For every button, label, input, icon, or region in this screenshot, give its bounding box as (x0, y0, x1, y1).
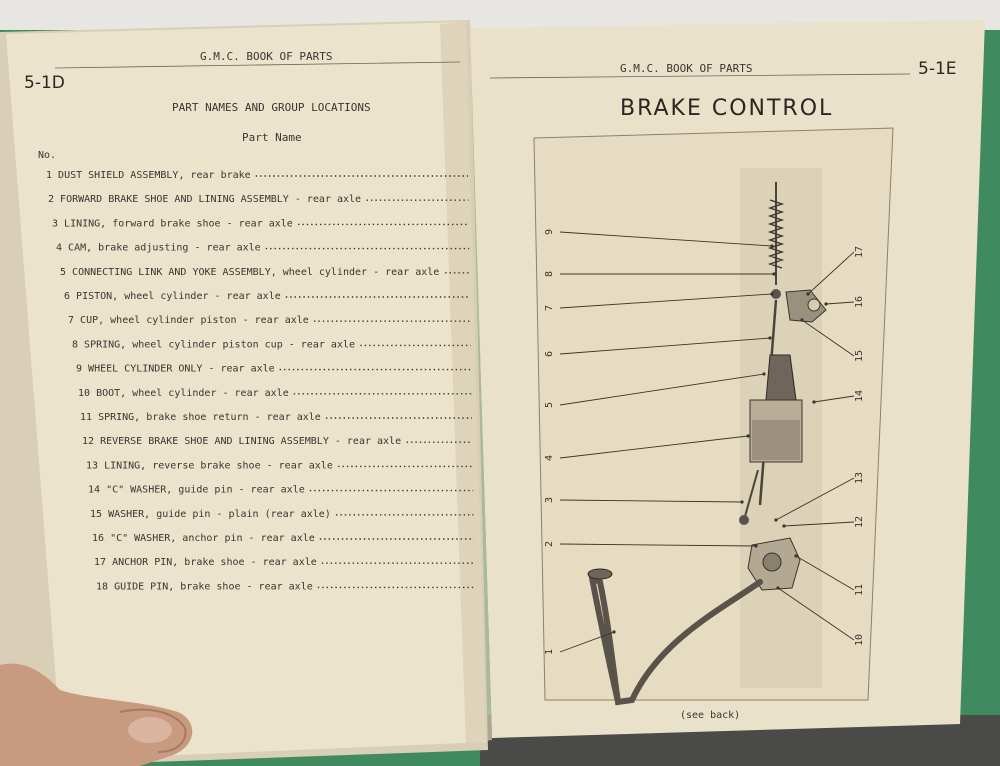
part-name: CONNECTING LINK AND YOKE ASSEMBLY, wheel cylinder - rear axle (72, 266, 440, 278)
part-item (68, 315, 309, 326)
part-item (86, 460, 333, 471)
callout-label: 2 (544, 540, 555, 548)
right-header: G.M.C. BOOK OF PARTS (620, 62, 753, 75)
part-number: 17 (94, 557, 113, 569)
part-number: 9 (76, 363, 89, 375)
callout-arrowhead (746, 434, 749, 437)
callout-arrowhead (768, 336, 771, 339)
callout-label: 5 (544, 401, 555, 409)
callout-label: 10 (854, 633, 865, 647)
pedal-pivot (763, 553, 781, 571)
part-number: 2 (48, 194, 61, 206)
part-name: "C" WASHER, anchor pin - rear axle (110, 533, 315, 544)
thumbnail (128, 717, 172, 743)
callout-label: 9 (544, 228, 555, 236)
part-item (78, 388, 289, 399)
pedal-pad (588, 569, 612, 579)
callout-label: 1 (544, 648, 555, 656)
crank-hole (808, 299, 820, 311)
callout-label: 12 (854, 515, 865, 529)
callout-label: 8 (544, 270, 555, 278)
callout-arrowhead (754, 544, 757, 547)
callout-arrowhead (770, 292, 773, 295)
left-column-header: Part Name (242, 131, 302, 144)
callout-arrowhead (782, 524, 785, 527)
callout-arrowhead (806, 292, 809, 295)
callout-label: 17 (854, 245, 865, 259)
callout-arrowhead (772, 272, 775, 275)
callout-label: 11 (854, 583, 865, 597)
part-name: LINING, reverse brake shoe - rear axle (104, 460, 333, 472)
part-number: 18 (96, 581, 115, 593)
callout-arrowhead (800, 318, 803, 321)
part-number: 13 (86, 460, 105, 472)
part-item (60, 267, 439, 278)
right-page-number: 5-1E (918, 59, 957, 79)
callout-label: 14 (854, 389, 865, 403)
part-number: 6 (64, 291, 77, 302)
part-number: 14 (88, 484, 107, 496)
callout-label: 3 (544, 496, 555, 504)
callout-label: 15 (854, 349, 865, 363)
part-name: PISTON, wheel cylinder - rear axle (76, 291, 281, 302)
part-name: FORWARD BRAKE SHOE AND LINING ASSEMBLY - rear axle (60, 194, 362, 206)
cylinder-shading (752, 420, 800, 460)
part-name: WHEEL CYLINDER ONLY - rear axle (88, 363, 275, 375)
part-number: 16 (92, 533, 111, 544)
part-item (92, 533, 315, 544)
left-page-number: 5-1D (24, 73, 65, 93)
right-footer: (see back) (680, 710, 741, 721)
callout-arrowhead (812, 400, 815, 403)
part-item (80, 412, 321, 423)
part-item (72, 339, 355, 350)
part-number: 10 (78, 387, 97, 399)
part-item (82, 436, 401, 447)
part-number: 5 (60, 266, 73, 278)
left-header: G.M.C. BOOK OF PARTS (200, 50, 333, 63)
part-name: REVERSE BRAKE SHOE AND LINING ASSEMBLY - rear axle (100, 436, 402, 448)
part-name: CUP, wheel cylinder piston - rear axle (80, 315, 309, 327)
left-section-title: PART NAMES AND GROUP LOCATIONS (172, 101, 371, 114)
part-number: 12 (82, 436, 101, 448)
callout-label: 6 (544, 350, 555, 358)
part-name: DUST SHIELD ASSEMBLY, rear brake (58, 170, 251, 181)
part-number: 1 (46, 170, 59, 181)
part-name: ANCHOR PIN, brake shoe - rear axle (112, 557, 317, 569)
part-name: SPRING, wheel cylinder piston cup - rear axle (84, 339, 355, 351)
part-name: SPRING, brake shoe return - rear axle (98, 412, 321, 423)
callout-arrowhead (776, 586, 779, 589)
part-name: GUIDE PIN, brake shoe - rear axle (114, 581, 313, 593)
part-item (96, 581, 313, 592)
part-item (94, 557, 317, 568)
part-name: LINING, forward brake shoe - rear axle (64, 218, 293, 230)
brake-control-diagram (534, 128, 893, 702)
part-name: CAM, brake adjusting - rear axle (68, 242, 261, 254)
part-number: 8 (72, 339, 85, 351)
part-number: 15 (90, 508, 109, 520)
part-item (88, 485, 305, 496)
part-name: "C" WASHER, guide pin - rear axle (106, 484, 305, 496)
right-title: BRAKE CONTROL (620, 96, 834, 121)
part-item (52, 218, 293, 229)
part-item (90, 509, 331, 520)
left-no-label: No. (38, 150, 57, 161)
callout-label: 4 (544, 454, 555, 462)
part-item (76, 364, 275, 375)
callout-arrowhead (774, 518, 777, 521)
callout-arrowhead (824, 302, 827, 305)
callout-arrowhead (612, 630, 615, 633)
part-number: 3 (52, 218, 65, 230)
part-item (48, 194, 361, 205)
part-name: BOOT, wheel cylinder - rear axle (96, 387, 289, 399)
callout-arrowhead (740, 500, 743, 503)
callout-label: 7 (544, 304, 555, 312)
callout-arrowhead (794, 554, 797, 557)
lower-joint (739, 515, 749, 525)
part-item (46, 170, 251, 181)
part-item (64, 291, 281, 302)
part-number: 4 (56, 242, 69, 254)
callout-arrowhead (770, 244, 773, 247)
part-name: WASHER, guide pin - plain (rear axle) (108, 508, 331, 520)
callout-label: 16 (854, 295, 865, 309)
callout-arrowhead (762, 372, 765, 375)
part-number: 11 (80, 412, 99, 423)
part-number: 7 (68, 315, 81, 327)
part-item (56, 243, 261, 254)
callout-label: 13 (854, 471, 865, 485)
